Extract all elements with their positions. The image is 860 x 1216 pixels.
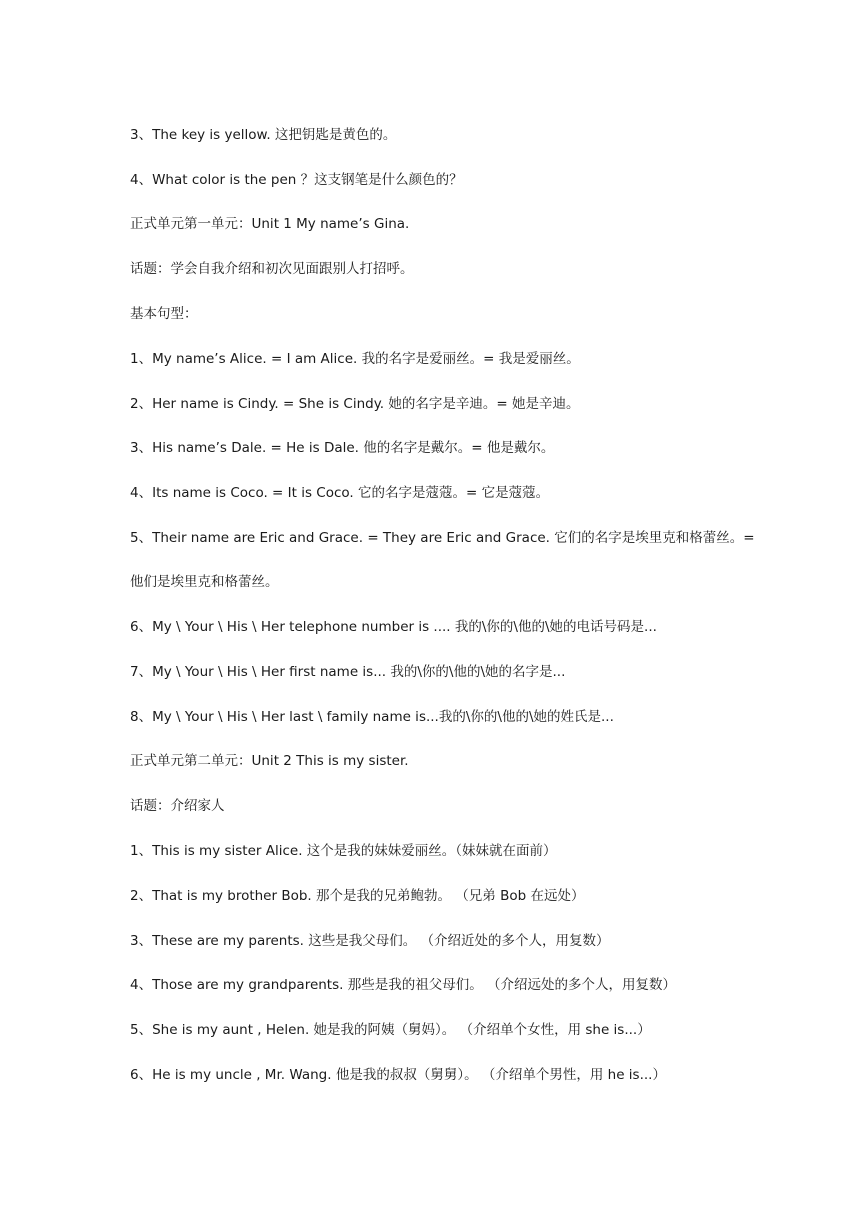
text-line: 5、Their name are Eric and Grace. = They are Eric and Grace. 它们的名字是埃里克和格蕾丝。= xyxy=(130,530,755,546)
section-heading: 正式单元第一单元：Unit 1 My name’s Gina. xyxy=(130,216,410,232)
text-line: 2、That is my brother Bob. 那个是我的兄弟鲍勃。 （兄弟 Bob 在远处） xyxy=(130,888,585,904)
text-line: 4、What color is the pen ？这支钢笔是什么颜色的？ xyxy=(130,172,463,188)
text-line: 1、My name’s Alice. = I am Alice. 我的名字是爱丽丝。= 我是爱丽丝。 xyxy=(130,351,580,367)
text-line: 4、Those are my grandparents. 那些是我的祖父母们。 （介绍远处的多个人，用复数） xyxy=(130,977,677,993)
text-line: 3、The key is yellow. 这把钥匙是黄色的。 xyxy=(130,127,397,143)
text-line: 话题：介绍家人 xyxy=(130,798,225,814)
text-line: 7、My \ Your \ His \ Her first name is... 我的\你的\他的\她的名字是... xyxy=(130,664,566,680)
text-line: 3、These are my parents. 这些是我父母们。 （介绍近处的多个人，用复数） xyxy=(130,933,610,949)
text-line: 基本句型： xyxy=(130,306,198,322)
text-line: 他们是埃里克和格蕾丝。 xyxy=(130,574,279,590)
text-line: 8、My \ Your \ His \ Her last \ family name is...我的\你的\他的\她的姓氏是... xyxy=(130,709,614,725)
text-line: 4、Its name is Coco. = It is Coco. 它的名字是蔻蔻。= 它是蔻蔻。 xyxy=(130,485,550,501)
text-line: 6、He is my uncle , Mr. Wang. 他是我的叔叔（舅舅）。 （介绍单个男性，用 he is...） xyxy=(130,1067,666,1083)
text-line: 3、His name’s Dale. = He is Dale. 他的名字是戴尔。= 他是戴尔。 xyxy=(130,440,555,456)
text-line: 2、Her name is Cindy. = She is Cindy. 她的名字是辛迪。= 她是辛迪。 xyxy=(130,396,580,412)
text-line: 1、This is my sister Alice. 这个是我的妹妹爱丽丝。（妹妹就在面前） xyxy=(130,843,557,859)
text-line: 5、She is my aunt , Helen. 她是我的阿姨（舅妈）。 （介绍单个女性，用 she is...） xyxy=(130,1022,651,1038)
text-line: 6、My \ Your \ His \ Her telephone number is .... 我的\你的\他的\她的电话号码是... xyxy=(130,619,657,635)
section-heading: 正式单元第二单元：Unit 2 This is my sister. xyxy=(130,753,409,769)
text-line: 话题：学会自我介绍和初次见面跟别人打招呼。 xyxy=(130,261,414,277)
